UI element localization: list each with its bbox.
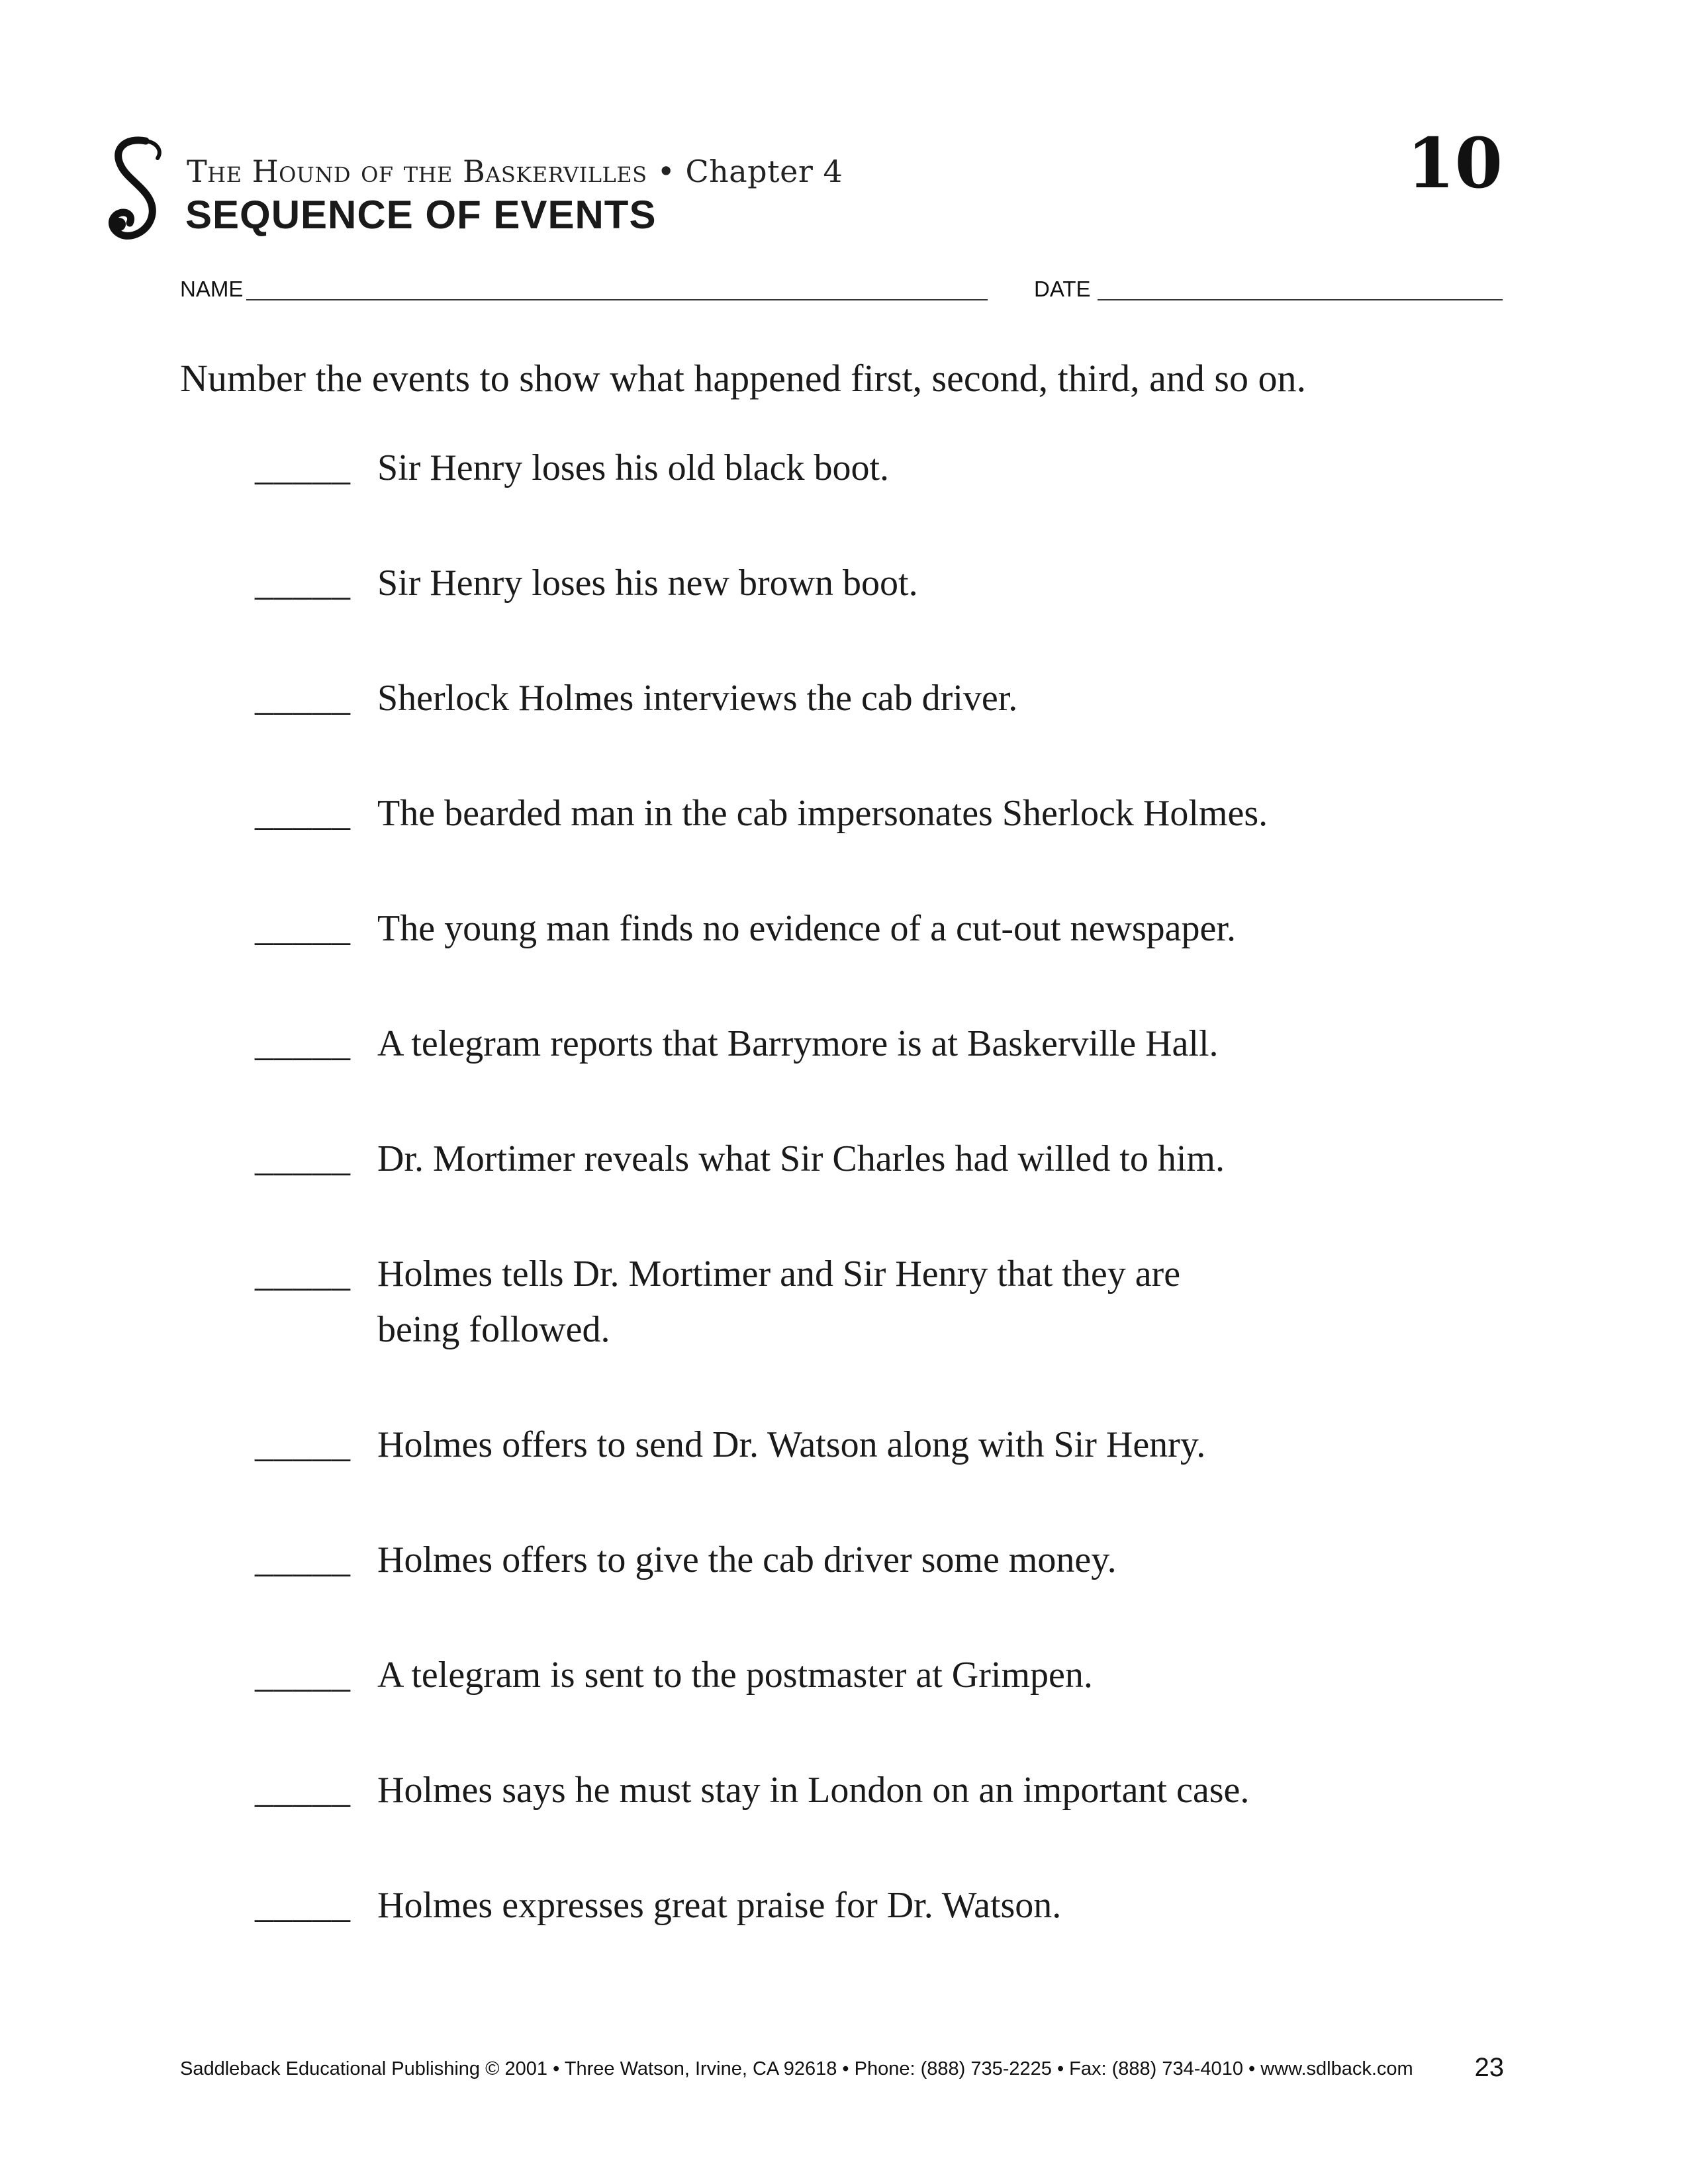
name-label: NAME [180, 277, 244, 301]
event-text: Holmes tells Dr. Mortimer and Sir Henry that they are being followed. [377, 1253, 1181, 1350]
event-text: The young man finds no evidence of a cut-out newspaper. [377, 908, 1236, 949]
list-item [255, 1647, 1513, 1703]
answer-blank[interactable]: _____ [255, 447, 351, 488]
worksheet-number: 10 [1407, 122, 1503, 204]
chapter-label: Chapter 4 [685, 154, 843, 189]
answer-blank[interactable]: _____ [255, 1539, 351, 1580]
list-item [255, 1417, 1513, 1473]
list-item [255, 555, 1513, 611]
list-item [255, 1878, 1513, 1933]
answer-blank[interactable]: _____ [255, 793, 351, 834]
event-text: Holmes says he must stay in London on an important case. [377, 1770, 1250, 1811]
answer-blank[interactable]: _____ [255, 1138, 351, 1179]
answer-blank[interactable]: _____ [255, 1424, 351, 1465]
name-field[interactable] [246, 299, 988, 300]
answer-blank[interactable]: _____ [255, 678, 351, 719]
answer-blank[interactable]: _____ [255, 1023, 351, 1064]
event-text: Holmes offers to send Dr. Watson along with Sir Henry. [377, 1424, 1206, 1465]
list-item [255, 1762, 1513, 1818]
event-text: Sir Henry loses his old black boot. [377, 447, 890, 488]
list-item [255, 786, 1513, 841]
event-text: Holmes offers to give the cab driver some money. [377, 1539, 1117, 1580]
answer-blank[interactable]: _____ [255, 1770, 351, 1811]
list-item [255, 670, 1513, 726]
instructions: Number the events to show what happened first, second, third, and so on. [180, 357, 1306, 400]
event-list [255, 440, 1513, 1993]
list-item [255, 440, 1513, 496]
publisher-footer: Saddleback Educational Publishing © 2001 • Three Watson, Irvine, CA 92618 • Phone: (888) 735-2225 • Fax: (888) 734-4010 • www.sdlback.com [180, 2058, 1413, 2079]
date-label: DATE [1034, 277, 1091, 301]
list-item [255, 901, 1513, 956]
event-text: A telegram is sent to the postmaster at Grimpen. [377, 1655, 1093, 1696]
book-title: The Hound of the Baskervilles [187, 154, 647, 189]
worksheet-title: SEQUENCE OF EVENTS [185, 193, 657, 237]
series-title-line [187, 154, 843, 189]
date-field[interactable] [1098, 299, 1503, 300]
answer-blank[interactable]: _____ [255, 563, 351, 604]
answer-blank[interactable]: _____ [255, 908, 351, 949]
list-item [255, 1532, 1513, 1588]
list-item [255, 1131, 1513, 1187]
publisher-logo-icon [99, 136, 185, 248]
event-text: Sherlock Holmes interviews the cab driver. [377, 678, 1018, 719]
answer-blank[interactable]: _____ [255, 1253, 351, 1295]
page-number: 23 [1474, 2053, 1504, 2082]
event-text: The bearded man in the cab impersonates Sherlock Holmes. [377, 793, 1268, 834]
answer-blank[interactable]: _____ [255, 1655, 351, 1696]
separator: • [657, 154, 676, 189]
event-text: Holmes expresses great praise for Dr. Watson. [377, 1885, 1062, 1926]
event-text: A telegram reports that Barrymore is at Baskerville Hall. [377, 1023, 1219, 1064]
event-text: Sir Henry loses his new brown boot. [377, 563, 918, 604]
list-item [255, 1246, 1513, 1357]
list-item [255, 1016, 1513, 1071]
event-text: Dr. Mortimer reveals what Sir Charles had willed to him. [377, 1138, 1225, 1179]
answer-blank[interactable]: _____ [255, 1885, 351, 1926]
